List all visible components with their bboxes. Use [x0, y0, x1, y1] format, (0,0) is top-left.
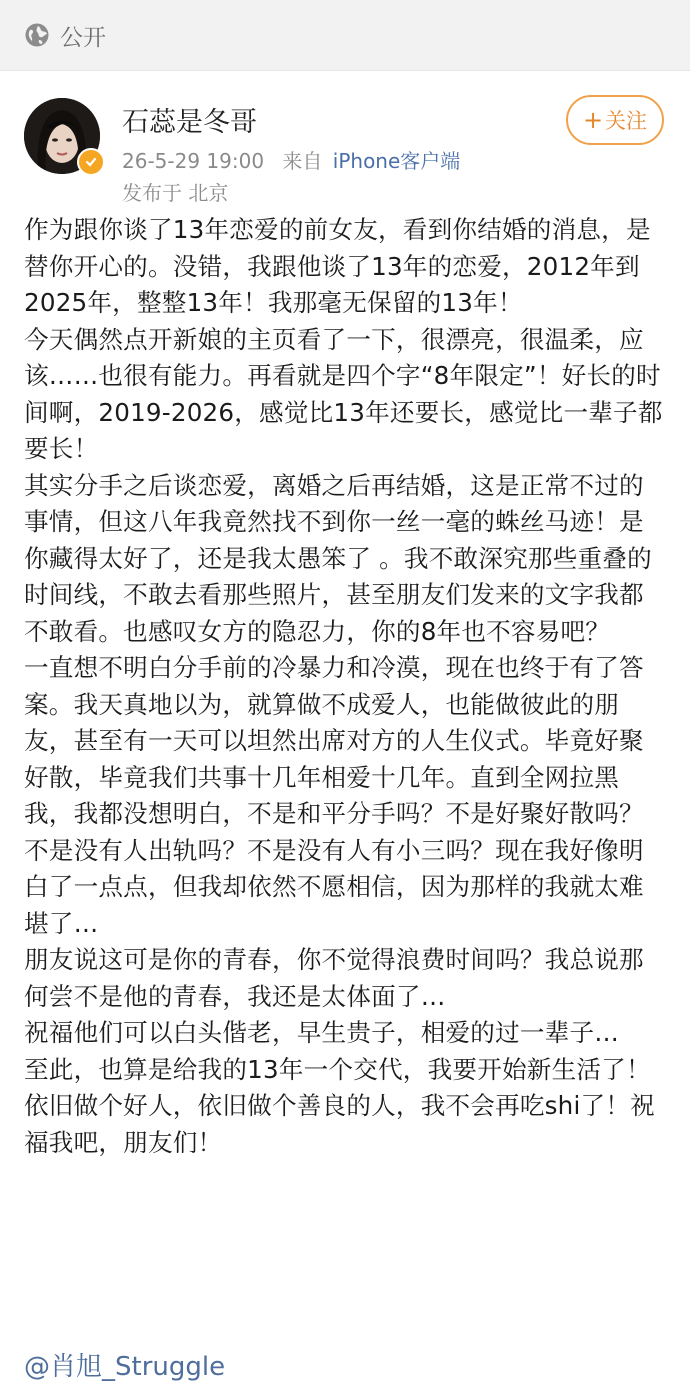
post-paragraph: 今天偶然点开新娘的主页看了一下，很漂亮，很温柔，应该……也很有能力。再看就是四个字“8年限定”！好长的时间啊，2019-2026，感觉比13年还要长，感觉比一辈子都要长！ [24, 324, 663, 463]
mention-link[interactable]: @肖旭_Struggle [24, 1352, 226, 1382]
plus-icon: + [582, 106, 604, 134]
post-paragraph: 其实分手之后谈恋爱，离婚之后再结婚，这是正常不过的事情，但这八年我竟然找不到你一丝一毫的蛛丝马迹！是你藏得太好了，还是我太愚笨了 。我不敢深究那些重叠的时间线，不敢去看那些照片，甚至朋友们发来的文字我都不敢看。也感叹女方的隐忍力，你的8年也不容易吧？ [24, 470, 652, 646]
post-paragraph: 祝福他们可以白头偕老，早生贵子，相爱的过一辈子… [24, 1018, 620, 1047]
post-meta [122, 145, 460, 174]
post-location: 发布于 北京 [122, 181, 229, 205]
follow-button[interactable] [566, 95, 664, 145]
post-body [24, 212, 668, 1161]
visibility-bar [0, 0, 690, 71]
globe-icon [24, 22, 50, 48]
post-paragraph: 作为跟你谈了13年恋爱的前女友，看到你结婚的消息，是替你开心的。没错，我跟他谈了13年的恋爱，2012年到2025年，整整13年！我那毫无保留的13年！ [24, 215, 651, 317]
post-paragraph: 朋友说这可是你的青春，你不觉得浪费时间吗？我总说那何尝不是他的青春，我还是太体面了… [24, 945, 644, 1011]
follow-label: 关注 [605, 109, 648, 133]
post-paragraph: 至此，也算是给我的13年一个交代，我要开始新生活了！依旧做个好人，依旧做个善良的人，我不会再吃shi了！祝福我吧，朋友们！ [24, 1054, 655, 1157]
post-time: 26-5-29 19:00 [122, 149, 265, 173]
post-paragraph: 一直想不明白分手前的冷暴力和冷漠，现在也终于有了答案。我天真地以为，就算做不成爱人，也能做彼此的朋友，甚至有一天可以坦然出席对方的人生仪式。毕竟好聚好散，毕竟我们共事十几年相爱十几年。直到全网拉黑我，我都没想明白，不是和平分手吗？不是好聚好散吗？不是没有人出轨吗？不是没有人有小三吗？现在我好像明白了一点点，但我却依然不愿相信，因为那样的我就太难堪了… [24, 653, 644, 938]
source-device-link[interactable]: iPhone客户端 [332, 149, 461, 173]
visibility-label: 公开 [60, 24, 106, 51]
verified-badge-icon [77, 148, 105, 176]
author-name[interactable]: 石蕊是冬哥 [122, 107, 257, 138]
source-prefix: 来自 [282, 149, 323, 173]
